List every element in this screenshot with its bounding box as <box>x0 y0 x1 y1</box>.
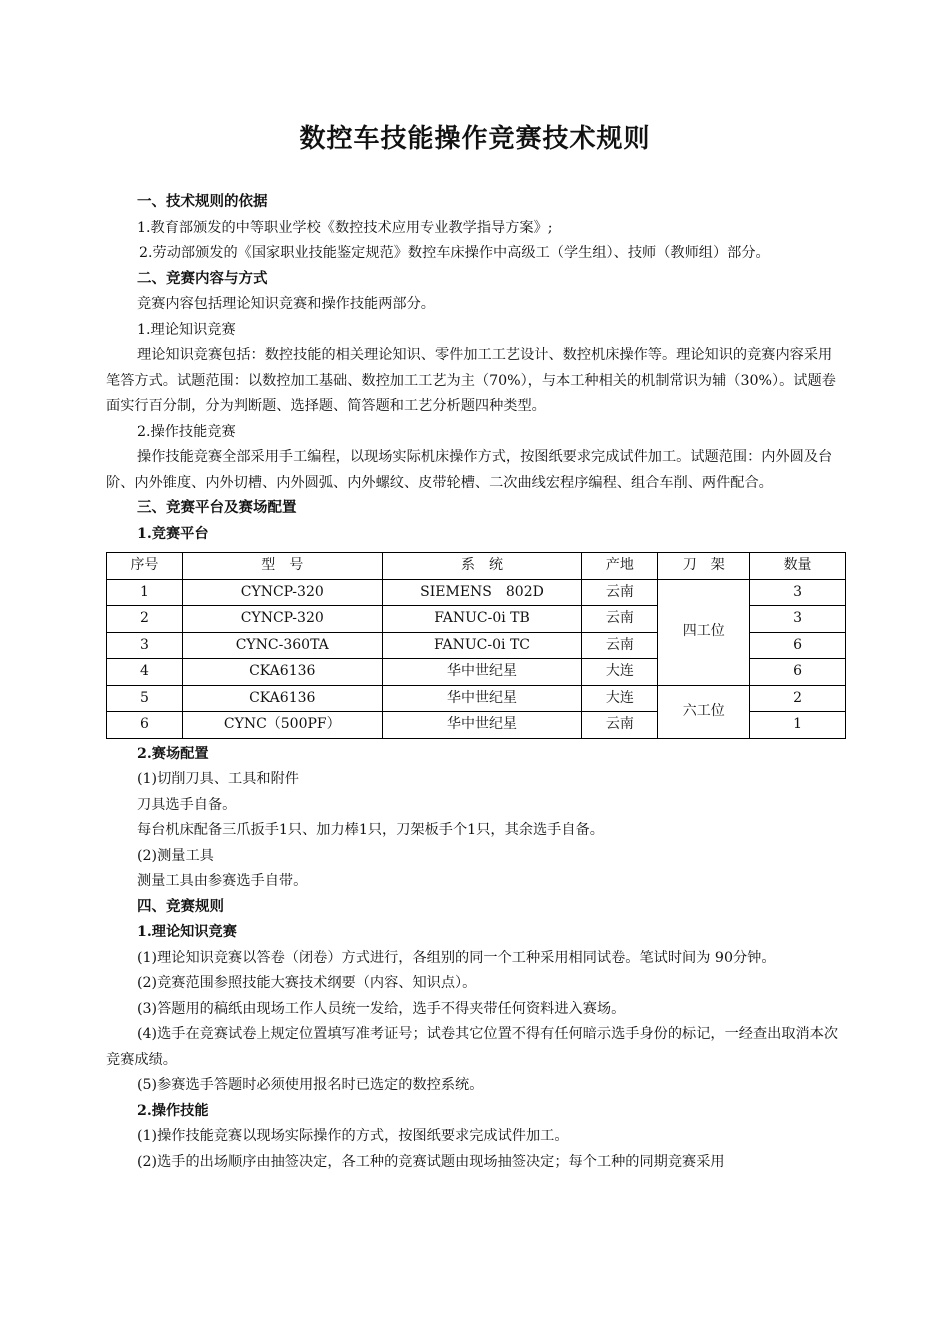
cell-model: CYNC-360TA <box>182 632 382 659</box>
cell-model: CKA6136 <box>182 685 382 712</box>
cell-model: CYNCP-320 <box>182 606 382 633</box>
cell-origin: 云南 <box>582 712 658 739</box>
cell-system: 华中世纪星 <box>382 659 582 686</box>
cell-no: 3 <box>107 632 183 659</box>
cell-system: SIEMENS 802D <box>382 579 582 606</box>
basis-item-2: 2.劳动部颁发的《国家职业技能鉴定规范》数控车床操作中高级工（学生组）、技师（教师组）部分。 <box>139 245 770 261</box>
header-system: 系 统 <box>382 553 582 580</box>
venue-item-2-text-1: 测量工具由参赛选手自带。 <box>137 873 308 889</box>
cell-quantity: 6 <box>750 659 846 686</box>
venue-item-1-text-2: 每台机床配备三爪扳手1只、加力棒1只，刀架板手个1只，其余选手自备。 <box>137 822 604 838</box>
cell-model: CKA6136 <box>182 659 382 686</box>
cell-no: 4 <box>107 659 183 686</box>
header-turret: 刀 架 <box>658 553 750 580</box>
theory-rule-5: (5)参赛选手答题时必须使用报名时已选定的数控系统。 <box>137 1077 484 1093</box>
venue-item-1: (1)切削刀具、工具和附件 <box>137 771 299 787</box>
table-header-row <box>107 553 846 580</box>
cell-system: FANUC-0i TC <box>382 632 582 659</box>
cell-no: 5 <box>107 685 183 712</box>
document-body <box>106 190 846 1175</box>
table-row <box>107 685 846 712</box>
section-4-heading: 四、竞赛规则 <box>137 898 224 915</box>
venue-item-1-text-1: 刀具选手自备。 <box>137 796 237 813</box>
cell-origin: 大连 <box>582 659 658 686</box>
cell-turret: 六工位 <box>658 685 750 738</box>
rules-theory-subheading: 1.理论知识竞赛 <box>137 924 237 940</box>
cell-quantity: 3 <box>750 579 846 606</box>
cell-quantity: 2 <box>750 685 846 712</box>
theory-rule-3: (3)答题用的稿纸由现场工作人员统一发给，选手不得夹带任何资料进入赛场。 <box>137 1000 626 1017</box>
venue-item-2: (2)测量工具 <box>137 847 214 864</box>
skill-paragraph: 操作技能竞赛全部采用手工编程，以现场实际机床操作方式，按图纸要求完成试件加工。试题范围：内外圆及台阶、内外锥度、内外切槽、内外圆弧、内外螺纹、皮带轮槽、二次曲线宏程序编程、组合车削、两件配合。 <box>106 449 833 491</box>
cell-no: 2 <box>107 606 183 633</box>
cell-system: 华中世纪星 <box>382 685 582 712</box>
venue-subheading: 2.赛场配置 <box>137 745 209 762</box>
cell-quantity: 3 <box>750 606 846 633</box>
skill-rule-2: (2)选手的出场顺序由抽签决定，各工种的竞赛试题由现场抽签决定；每个工种的同期竞赛采用 <box>137 1153 725 1170</box>
cell-model: CYNC（500PF） <box>182 712 382 739</box>
theory-paragraph: 理论知识竞赛包括：数控技能的相关理论知识、零件加工工艺设计、数控机床操作等。理论知识的竞赛内容采用笔答方式。试题范围：以数控加工基础、数控加工工艺为主（70%），与本工种相关的机制常识为辅（30%）。试题卷面实行百分制，分为判断题、选择题、简答题和工艺分析题四种类型。 <box>106 347 836 414</box>
rules-skill-subheading: 2.操作技能 <box>137 1102 209 1119</box>
document-title: 数控车技能操作竞赛技术规则 <box>299 124 651 154</box>
section-3-heading: 三、竞赛平台及赛场配置 <box>137 500 297 516</box>
theory-rule-4: (4)选手在竞赛试卷上规定位置填写准考证号；试卷其它位置不得有任何暗示选手身份的标记，一经查出取消本次竞赛成绩。 <box>106 1026 839 1068</box>
platform-table <box>106 552 846 739</box>
cell-origin: 云南 <box>582 579 658 606</box>
theory-subheading: 1.理论知识竞赛 <box>137 321 236 338</box>
table-row <box>107 579 846 606</box>
header-quantity: 数量 <box>750 553 846 580</box>
header-origin: 产地 <box>582 553 658 580</box>
header-model: 型 号 <box>182 553 382 580</box>
skill-rule-1: (1)操作技能竞赛以现场实际操作的方式，按图纸要求完成试件加工。 <box>137 1128 569 1144</box>
cell-no: 6 <box>107 712 183 739</box>
header-no: 序号 <box>107 553 183 580</box>
basis-item-1: 1.教育部颁发的中等职业学校《数控技术应用专业教学指导方案》; <box>137 219 553 236</box>
cell-quantity: 6 <box>750 632 846 659</box>
theory-rule-2: (2)竞赛范围参照技能大赛技术纲要（内容、知识点）。 <box>137 975 477 991</box>
theory-rule-1: (1)理论知识竞赛以答卷（闭卷）方式进行，各组别的同一个工种采用相同试卷。笔试时间为 90分钟。 <box>137 949 776 966</box>
cell-origin: 云南 <box>582 606 658 633</box>
cell-origin: 云南 <box>582 632 658 659</box>
content-intro: 竞赛内容包括理论知识竞赛和操作技能两部分。 <box>137 296 435 312</box>
cell-no: 1 <box>107 579 183 606</box>
skill-subheading: 2.操作技能竞赛 <box>137 423 236 440</box>
platform-subheading: 1.竞赛平台 <box>137 525 209 542</box>
section-2-heading: 二、竞赛内容与方式 <box>137 270 268 287</box>
section-1-heading: 一、技术规则的依据 <box>137 194 268 210</box>
cell-turret: 四工位 <box>658 579 750 685</box>
cell-system: 华中世纪星 <box>382 712 582 739</box>
cell-quantity: 1 <box>750 712 846 739</box>
cell-model: CYNCP-320 <box>182 579 382 606</box>
cell-system: FANUC-0i TB <box>382 606 582 633</box>
cell-origin: 大连 <box>582 685 658 712</box>
